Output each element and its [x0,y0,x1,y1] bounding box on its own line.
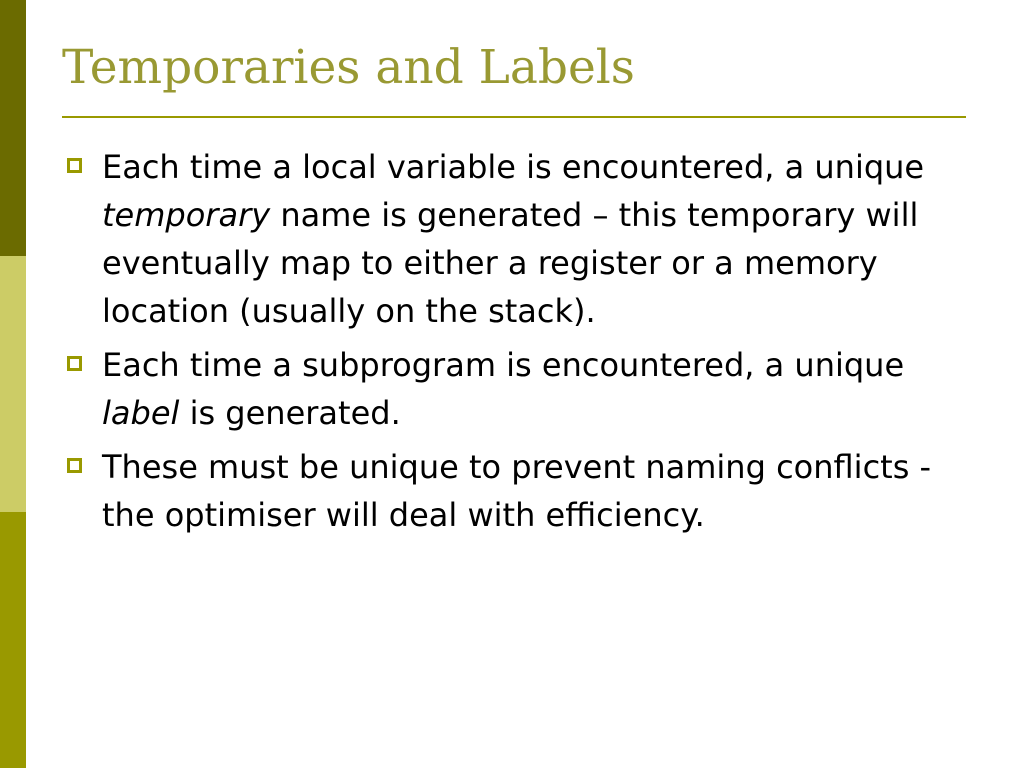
sidebar-stripe-middle [0,256,26,512]
hollow-square-bullet-icon [67,356,82,371]
sidebar-stripe-top [0,0,26,256]
bullet-text [102,448,931,534]
sidebar-stripe-bottom [0,512,26,768]
bullet-item-2 [62,341,982,437]
slide-title: Temporaries and Labels [62,40,635,95]
bullet-text-before: Each time a subprogram is encountered, a unique [102,346,905,384]
bullet-emphasis: label [102,394,180,432]
bullet-item-1 [62,143,982,335]
bullet-text-after: is generated. [179,394,401,432]
bullet-text-before: Each time a local variable is encountered, a unique [102,148,925,186]
bullet-text [102,346,904,432]
bullet-list [62,143,982,545]
title-divider [62,116,966,118]
bullet-text-after: name is generated – this temporary will eventually map to either a register or a memory location (usually on the stack). [102,196,919,330]
hollow-square-bullet-icon [67,158,82,173]
bullet-text-before: These must be unique to prevent naming conflicts - the optimiser will deal with efficiency. [102,448,932,534]
bullet-item-3 [62,443,982,539]
bullet-emphasis: temporary [102,196,271,234]
bullet-text [102,148,924,330]
hollow-square-bullet-icon [67,458,82,473]
